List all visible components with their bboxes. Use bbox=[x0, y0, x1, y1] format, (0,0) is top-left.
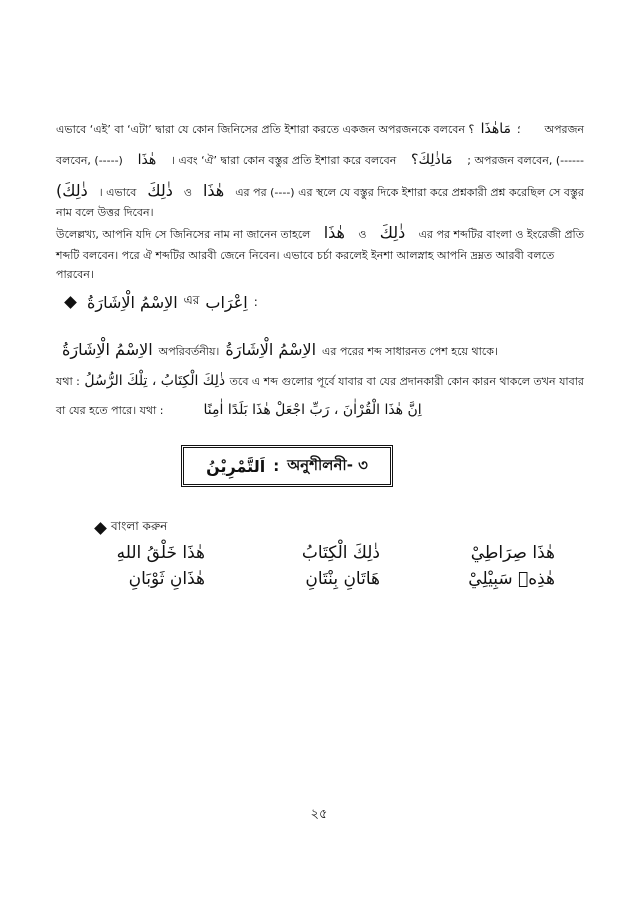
paragraph-line bbox=[56, 118, 584, 141]
arabic-text: الاِسْمُ الْاِشَارَةُ bbox=[87, 292, 178, 312]
exercise-title-box bbox=[181, 445, 393, 487]
paragraph-line bbox=[56, 370, 584, 393]
text-segment: এর পর (----) এর স্থলে যে বস্তুর দিকে ইশারা করে প্রশ্নকারী প্রশ্ন করেছিল সে বস্তুর bbox=[235, 186, 584, 199]
text-segment: এভাবে ‘এই’ বা ‘এটা’ দ্বারা যে কোন জিনিসের প্রতি ইশারা করতে একজন অপরজনকে বলবেন ؟ bbox=[56, 123, 475, 136]
arabic-text: الاِسْمُ الْاِشَارَةُ bbox=[62, 340, 153, 359]
exercise-title: অনুশীলনী- ৩ bbox=[287, 455, 368, 474]
paragraph-line bbox=[56, 222, 584, 246]
text-segment: অপরিবর্তনীয়। bbox=[158, 345, 220, 358]
exercise-heading bbox=[90, 518, 167, 538]
text-segment: বা যের হতে পারে। যথা : bbox=[56, 404, 164, 417]
arabic-text: ذٰلِكَ الْكِتَابُ ، تِلْكَ الرُّسُلُ bbox=[84, 373, 226, 389]
text-segment: এর পরের শব্দ সাধারনত পেশ হয়ে থাকে। bbox=[322, 345, 498, 358]
text-segment: বলবেন, (-----) bbox=[56, 154, 123, 167]
paragraph-line bbox=[56, 180, 584, 204]
exercise-row bbox=[95, 569, 555, 589]
irab-heading bbox=[60, 292, 258, 312]
arabic-text: اِعْرَاب bbox=[205, 292, 248, 312]
arabic-text: اِنَّ هٰذَا الْقُرْاٰنَ ، رَبِّ اجْعَلْ هٰذَا بَلَدًا اٰمِنًا bbox=[203, 402, 422, 418]
page-number: ২৫ bbox=[310, 807, 328, 822]
exercise-item: هٰذِهٖ سَبِيْلِيْ bbox=[468, 569, 555, 589]
paragraph-line: পারবেন। bbox=[56, 268, 94, 281]
text-segment: । এভাবে bbox=[98, 186, 137, 199]
paragraph-examples bbox=[56, 370, 584, 422]
paragraph-demonstratives bbox=[56, 118, 584, 222]
exercise-grid bbox=[95, 543, 555, 595]
arabic-text: مَاذٰلِكَ؟ bbox=[411, 152, 453, 168]
irab-rule bbox=[62, 340, 498, 362]
paragraph-line: শব্দটি বলবেন। পরে ঐ শব্দটির আরবী জেনে নিবেন। এভাবে চর্চা করলেই ইনশা আলস্নাহ আপনি দ্রম্নত আরবী বলতে bbox=[56, 249, 555, 262]
arabic-text: اَلتَّمْرِيْنُ bbox=[206, 456, 266, 476]
exercise-item: هٰذَانِ ثَوْبَانِ bbox=[128, 569, 205, 589]
text-segment: ; অপরজন বলবেন, (------ bbox=[467, 154, 584, 167]
exercise-item: هَاتَانِ بِنْتَانِ bbox=[305, 569, 380, 589]
arabic-text: ذٰلِكَ bbox=[379, 223, 406, 242]
text-segment: তবে এ শব্দ গুলোর পূর্বে যাবার বা যের প্রদানকারী কোন কারন থাকলে তখন যাবার bbox=[229, 375, 584, 388]
text-segment: ও bbox=[183, 186, 192, 199]
paragraph-line bbox=[56, 149, 584, 172]
arabic-text: هٰذَا bbox=[202, 181, 225, 200]
exercise-item: هٰذَا صِرَاطِيْ bbox=[470, 543, 555, 563]
exercise-item: ذٰلِكَ الْكِتَابُ bbox=[301, 543, 380, 563]
text-segment: : bbox=[253, 295, 258, 309]
exercise-item: هٰذَا خَلْقُ اللهِ bbox=[116, 543, 205, 563]
text-segment: ও bbox=[358, 228, 367, 241]
diamond-bullet-icon bbox=[64, 296, 77, 309]
paragraph-note bbox=[56, 222, 584, 284]
text-segment: অপরজন bbox=[544, 123, 584, 136]
text-segment: উলেল্লখ্য, আপনি যদি সে জিনিসের নাম না জানেন তাহলে bbox=[56, 228, 311, 241]
text-segment: : bbox=[273, 457, 280, 475]
text-segment: এর bbox=[183, 293, 200, 307]
text-segment: । এবং ‘ঐ’ দ্বারা কোন বস্তুর প্রতি ইশারা করে বলবেন bbox=[170, 154, 397, 167]
arabic-text: الاِسْمُ الْاِشَارَةُ bbox=[225, 340, 317, 359]
arabic-text: ذٰلِكَ bbox=[147, 181, 173, 200]
text-segment: এর পর শব্দটির বাংলা ও ইংরেজী প্রতি bbox=[418, 228, 584, 241]
arabic-text: ذٰلِكَ) bbox=[56, 181, 88, 200]
text-segment: যথা : bbox=[56, 375, 80, 388]
exercise-instruction: বাংলা করুন bbox=[111, 519, 168, 533]
exercise-row bbox=[95, 543, 555, 563]
arabic-text: هٰذَا bbox=[137, 152, 157, 168]
arabic-text: هٰذَا bbox=[323, 223, 345, 242]
paragraph-line bbox=[56, 399, 584, 422]
arabic-text: مَاهٰذَا bbox=[480, 121, 512, 137]
text-segment: ؛ bbox=[517, 123, 521, 136]
paragraph-line: নাম বলে উত্তর দিবেন। bbox=[56, 206, 154, 219]
diamond-bullet-icon bbox=[94, 522, 107, 535]
